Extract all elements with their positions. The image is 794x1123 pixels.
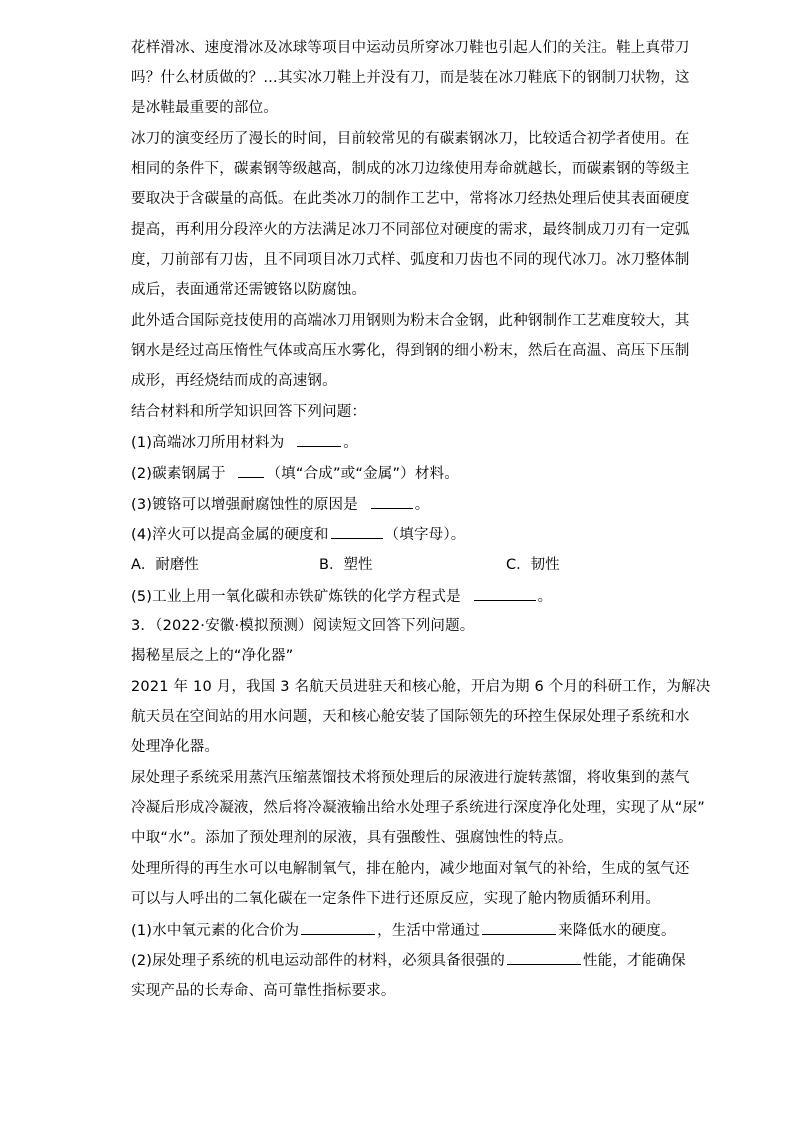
question-text: (5)工业上用一氧化碳和赤铁矿炼铁的化学方程式是 xyxy=(131,589,461,605)
question-1 xyxy=(131,920,676,941)
answer-blank[interactable] xyxy=(331,524,383,539)
question-end: （填字母）。 xyxy=(384,527,466,543)
text-line: 相同的条件下，碳素钢等级越高，制成的冰刀边缘使用寿命就越长，而碳素钢的等级主 xyxy=(131,161,690,177)
text-line: 提高，再利用分段淬火的方法满足冰刀不同部位对硬度的需求，最终制成刀刃有一定弧 xyxy=(131,222,690,238)
question-text: ，生活中常通过 xyxy=(377,923,481,939)
text-line: 处理所得的再生水可以电解制氧气，排在舱内，减少地面对氧气的补给，生成的氢气还 xyxy=(131,861,690,877)
text-line: 成形，再经烧结而成的高速钢。 xyxy=(131,373,337,389)
answer-blank[interactable] xyxy=(474,586,536,601)
question-3 xyxy=(131,494,429,515)
question-text: (2)碳素钢属于 xyxy=(131,466,226,482)
option-a: A．耐磨性 xyxy=(131,557,199,573)
text-line: 成后，表面通常还需镀铬以防腐蚀。 xyxy=(131,282,367,298)
option-c: C．韧性 xyxy=(506,557,560,573)
answer-blank[interactable] xyxy=(297,432,341,447)
answer-blank[interactable] xyxy=(482,920,556,935)
text-line: 度，刀前部有刀齿，且不同项目冰刀式样、弧度和刀齿也不同的现代冰刀。冰刀整体制 xyxy=(131,252,690,268)
question-end: 。 xyxy=(537,589,553,605)
text-line: 要取决于含碳量的高低。在此类冰刀的制作工艺中，常将冰刀经热处理后使其表面硬度 xyxy=(131,191,690,207)
question-1 xyxy=(131,432,358,453)
text-line: 航天员在空间站的用水问题，天和核心舱安装了国际领先的环控生保尿处理子系统和水 xyxy=(131,709,690,725)
text-line: 中取“水”。添加了预处理剂的尿液，具有强酸性、强腐蚀性的特点。 xyxy=(131,830,573,846)
question-4 xyxy=(131,524,466,545)
text-line: 2021 年 10 月，我国 3 名航天员进驻天和核心舱，开启为期 6 个月的科研工作，为解决 xyxy=(131,679,711,695)
text-line: 处理净化器。 xyxy=(131,739,220,755)
question-2 xyxy=(131,463,459,484)
answer-blank[interactable] xyxy=(371,494,413,509)
answer-blank[interactable] xyxy=(301,920,375,935)
question-text: (1)高端冰刀所用材料为 xyxy=(131,435,285,451)
text-line: 吗？什么材质做的？…其实冰刀鞋上并没有刀，而是装在冰刀鞋底下的钢制刀状物，这 xyxy=(131,70,690,86)
option-b: B．塑性 xyxy=(319,557,373,573)
text-line: 此外适合国际竞技使用的高端冰刀用钢则为粉末合金钢，此种钢制作工艺难度较大，其 xyxy=(131,313,690,329)
text-line: 钢水是经过高压惰性气体或高压水雾化，得到钢的细小粉末，然后在高温、高压下压制 xyxy=(131,343,690,359)
question-text: (4)淬火可以提高金属的硬度和 xyxy=(131,527,329,543)
text-line: 尿处理子系统采用蒸汽压缩蒸馏技术将预处理后的尿液进行旋转蒸馏，将收集到的蒸气 xyxy=(131,770,690,786)
text-line: 可以与人呼出的二氧化碳在一定条件下进行还原反应，实现了舱内物质循环利用。 xyxy=(131,891,661,907)
text-line: 花样滑冰、速度滑冰及冰球等项目中运动员所穿冰刀鞋也引起人们的关注。鞋上真带刀 xyxy=(131,40,690,56)
question-text: 来降低水的硬度。 xyxy=(558,923,676,939)
text-line: 是冰鞋最重要的部位。 xyxy=(131,100,278,116)
question-5 xyxy=(131,586,552,607)
text-line: 冰刀的演变经历了漫长的时间，目前较常见的有碳素钢冰刀，比较适合初学者使用。在 xyxy=(131,131,690,147)
answer-blank[interactable] xyxy=(507,950,581,965)
question-text: (3)镀铬可以增强耐腐蚀性的原因是 xyxy=(131,497,358,513)
answer-blank[interactable] xyxy=(238,463,264,478)
question-end: 。 xyxy=(343,435,358,451)
question-end: 。 xyxy=(414,497,430,513)
passage-title: 揭秘星辰之上的“净化器” xyxy=(131,648,294,664)
text-line: 实现产品的长寿命、高可靠性指标要求。 xyxy=(131,983,396,999)
question-text: (2)尿处理子系统的机电运动部件的材料，必须具备很强的 xyxy=(131,953,505,969)
question-end: （填“合成”或“金属”）材料。 xyxy=(266,466,459,482)
question-intro: 结合材料和所学知识回答下列问题： xyxy=(131,404,367,420)
question-2 xyxy=(131,950,686,971)
question-header: 3．（2022·安徽·模拟预测）阅读短文回答下列问题。 xyxy=(131,618,475,634)
question-text: (1)水中氧元素的化合价为 xyxy=(131,923,300,939)
text-line: 冷凝后形成冷凝液，然后将冷凝液输出给水处理子系统进行深度净化处理，实现了从“尿” xyxy=(131,800,706,816)
question-text: 性能，才能确保 xyxy=(582,953,686,969)
